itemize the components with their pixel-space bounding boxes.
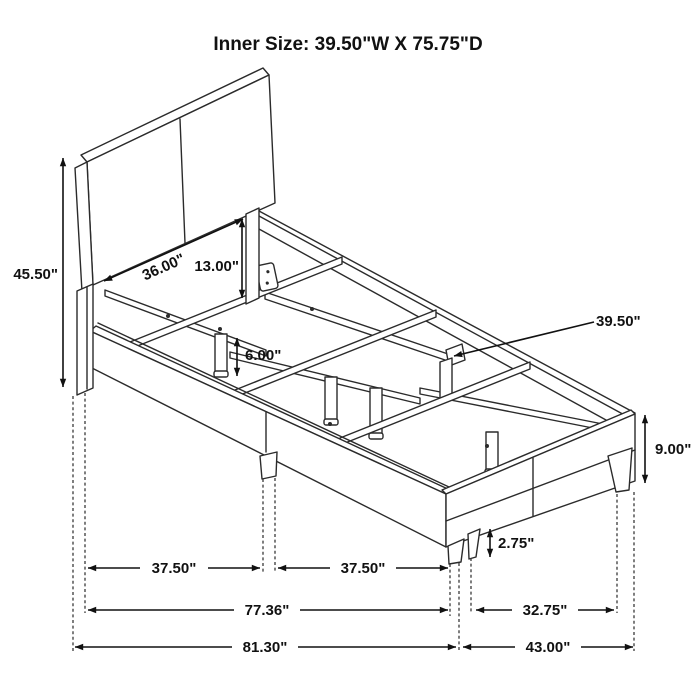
dim-label-side-rail-height: 9.00" [655,441,692,458]
dimension-side-rail-height [645,415,691,483]
dimension-rail-half-front [88,560,260,577]
dimension-slat-length [454,313,641,356]
dim-label-foot-leg-height: 2.75" [498,535,535,552]
dim-label-overall-depth: 81.30" [242,639,288,656]
dim-label-side-rail-length: 77.36" [244,602,290,619]
foot-rail [442,410,635,547]
dim-label-rail-half-back: 37.50" [340,560,386,577]
diagram-title: Inner Size: 39.50"W X 75.75"D [213,34,483,55]
dim-label-rail-half-front: 37.50" [151,560,197,577]
dimension-headboard-height [13,158,63,387]
dim-label-overall-width: 43.00" [525,639,571,656]
dim-label-slat-length: 39.50" [596,313,641,330]
dim-label-headboard-to-slat: 13.00" [194,258,239,275]
dimension-foot-inner-width [476,602,614,619]
dimension-foot-leg-height [490,529,534,557]
dimension-side-rail-length [88,602,448,619]
dimension-overall-depth [75,639,456,656]
dimension-overall-width [463,639,633,656]
dim-label-headboard-panel-width: 36.00" [139,250,188,285]
dim-label-center-leg-height: 6.00" [245,347,282,364]
dimension-rail-half-back [278,560,448,577]
dim-label-headboard-height: 45.50" [13,266,58,283]
dim-label-foot-inner-width: 32.75" [522,602,568,619]
bed-frame-drawing [75,68,635,564]
